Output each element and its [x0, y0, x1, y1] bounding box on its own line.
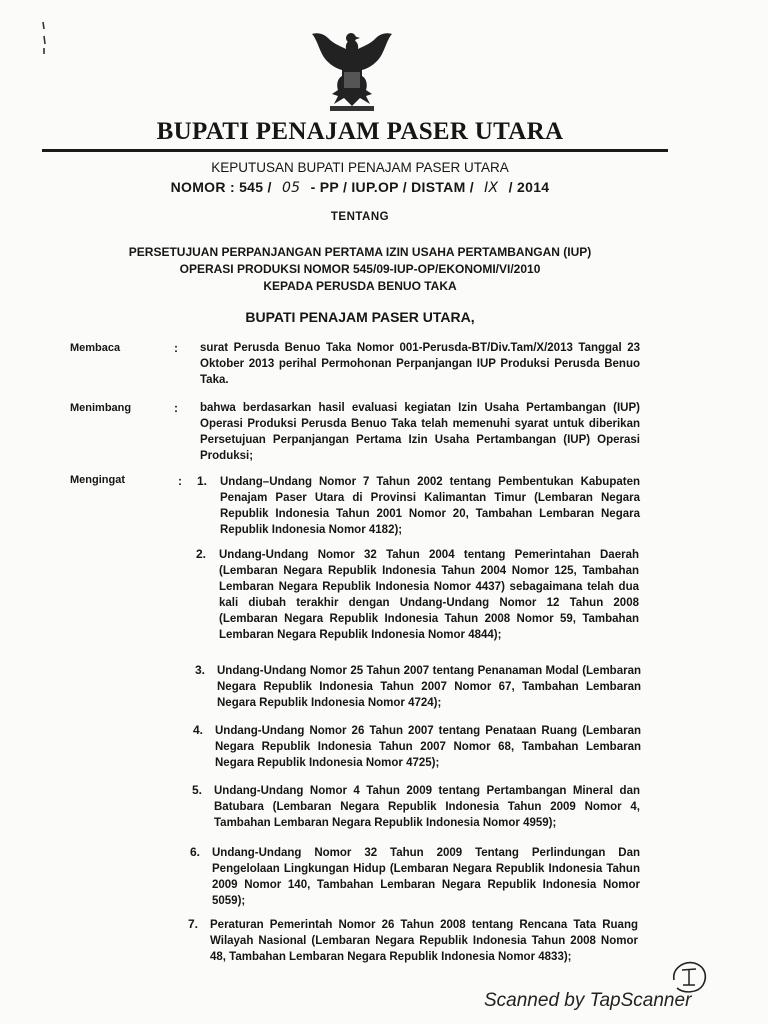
tentang-heading: TENTANG — [330, 211, 390, 223]
mengingat-item-1-number: 1. — [197, 474, 208, 488]
decree-number-prefix: NOMOR : 545 / — [170, 179, 272, 195]
membaca-label: Membaca — [70, 342, 121, 354]
decree-number-handwritten-2: IX — [484, 180, 499, 196]
mengingat-item-2-text: Undang-Undang Nomor 32 Tahun 2004 tentang Pemerintahan Daerah (Lembaran Negara Republik Indonesia Tahun 2004 Nomor 125, Tambahan Lembaran Negara Republik Indonesia Nomor 4437) sebagaimana telah dua kali diubah terakhir dengan Undang-Undang Nomor 12 Tahun 2008 (Lembaran Negara Republik Indonesia Tahun 2008 Nomor 59, Tambahan Lembaran Negara Republik Indonesia Nomor 4844); — [219, 549, 639, 641]
mengingat-item-1-text: Undang–Undang Nomor 7 Tahun 2002 tentang Pembentukan Kabupaten Penajam Paser Utara di Provinsi Kalimantan Timur (Lembaran Negara Republik Indonesia Tahun 2001 Nomor 20, Tambahan Lembaran Negara Republik Indonesia Nomor 4182); — [220, 476, 640, 536]
mengingat-label: Mengingat — [70, 474, 125, 486]
decree-number-year: / 2014 — [508, 179, 550, 195]
scanner-watermark: Scanned by TapScanner — [484, 990, 692, 1011]
garuda-emblem-icon — [304, 26, 400, 114]
subject-line-1: PERSETUJUAN PERPANJANGAN PERTAMA IZIN USAHA PERTAMBANGAN (IUP) — [128, 245, 592, 259]
decree-number-middle: PP / IUP.OP / DISTAM / — [319, 179, 474, 195]
mengingat-item-7-number: 7. — [188, 917, 199, 931]
mengingat-item-4-text: Undang-Undang Nomor 26 Tahun 2007 tentang Penataan Ruang (Lembaran Negara Republik Indonesia Tahun 2007 Nomor 68, Tambahan Lembaran Negara Republik Indonesia Nomor 4725); — [215, 725, 641, 769]
scan-noise-marks — [40, 20, 48, 56]
subject-line-2: OPERASI PRODUKSI NOMOR 545/09-IUP-OP/EKONOMI/VI/2010 — [179, 262, 541, 276]
decree-title: KEPUTUSAN BUPATI PENAJAM PASER UTARA — [211, 160, 509, 175]
decree-number — [40, 179, 680, 196]
mengingat-item-6-text: Undang-Undang Nomor 32 Tahun 2009 Tentang Perlindungan Dan Pengelolaan Lingkungan Hidup (Lembaran Negara Republik Indonesia Tahun 2009 Nomor 140, Tambahan Lembaran Negara Republik Indonesia Nomor 5059); — [212, 847, 640, 907]
mengingat-item-6-number: 6. — [190, 845, 201, 859]
mengingat-item-3-text: Undang-Undang Nomor 25 Tahun 2007 tentang Penanaman Modal (Lembaran Negara Republik Indonesia Tahun 2007 Nomor 67, Tambahan Lembaran Negara Republik Indonesia Nomor 4724); — [217, 665, 641, 709]
header-rule — [42, 149, 668, 152]
decree-number-dash: - — [310, 179, 316, 195]
mengingat-colon: : — [178, 474, 182, 488]
mengingat-item-5-number: 5. — [192, 783, 203, 797]
menimbang-text: bahwa berdasarkan hasil evaluasi kegiatan Izin Usaha Pertambangan (IUP) Operasi Produksi Perusda Benuo Taka telah memenuhi syarat untuk diberikan Persetujuan Perpanjangan Pertama Izin Usaha Pertambangan (IUP) Operasi Produksi; — [200, 402, 640, 462]
subject-line-3: KEPADA PERUSDA BENUO TAKA — [263, 279, 457, 293]
mengingat-item-7-text: Peraturan Pemerintah Nomor 26 Tahun 2008 tentang Rencana Tata Ruang Wilayah Nasional (Lembaran Negara Republik Indonesia Tahun 2008 Nomor 48, Tambahan Lembaran Negara Republik Indonesia Nomor 4833); — [210, 919, 638, 963]
mengingat-item-3-number: 3. — [195, 663, 206, 677]
issuer-heading: BUPATI PENAJAM PASER UTARA, — [245, 309, 475, 325]
menimbang-label: Menimbang — [70, 402, 132, 414]
membaca-text: surat Perusda Benuo Taka Nomor 001-Perusda-BT/Div.Tam/X/2013 Tanggal 23 Oktober 2013 perihal Permohonan Perpanjangan IUP Produksi Perusda Benuo Taka. — [200, 342, 640, 386]
mengingat-item-2-number: 2. — [196, 547, 207, 561]
mengingat-item-4-number: 4. — [193, 723, 204, 737]
mengingat-item-5-text: Undang-Undang Nomor 4 Tahun 2009 tentang Pertambangan Mineral dan Batubara (Lembaran Negara Republik Indonesia Tahun 2009 Nomor 4, Tambahan Lembaran Negara Republik Indonesia Nomor 4959); — [214, 785, 640, 829]
membaca-colon: : — [174, 341, 178, 355]
decree-number-handwritten-1: 05 — [281, 180, 301, 196]
menimbang-colon: : — [174, 401, 178, 415]
header-title: BUPATI PENAJAM PASER UTARA — [156, 118, 564, 145]
